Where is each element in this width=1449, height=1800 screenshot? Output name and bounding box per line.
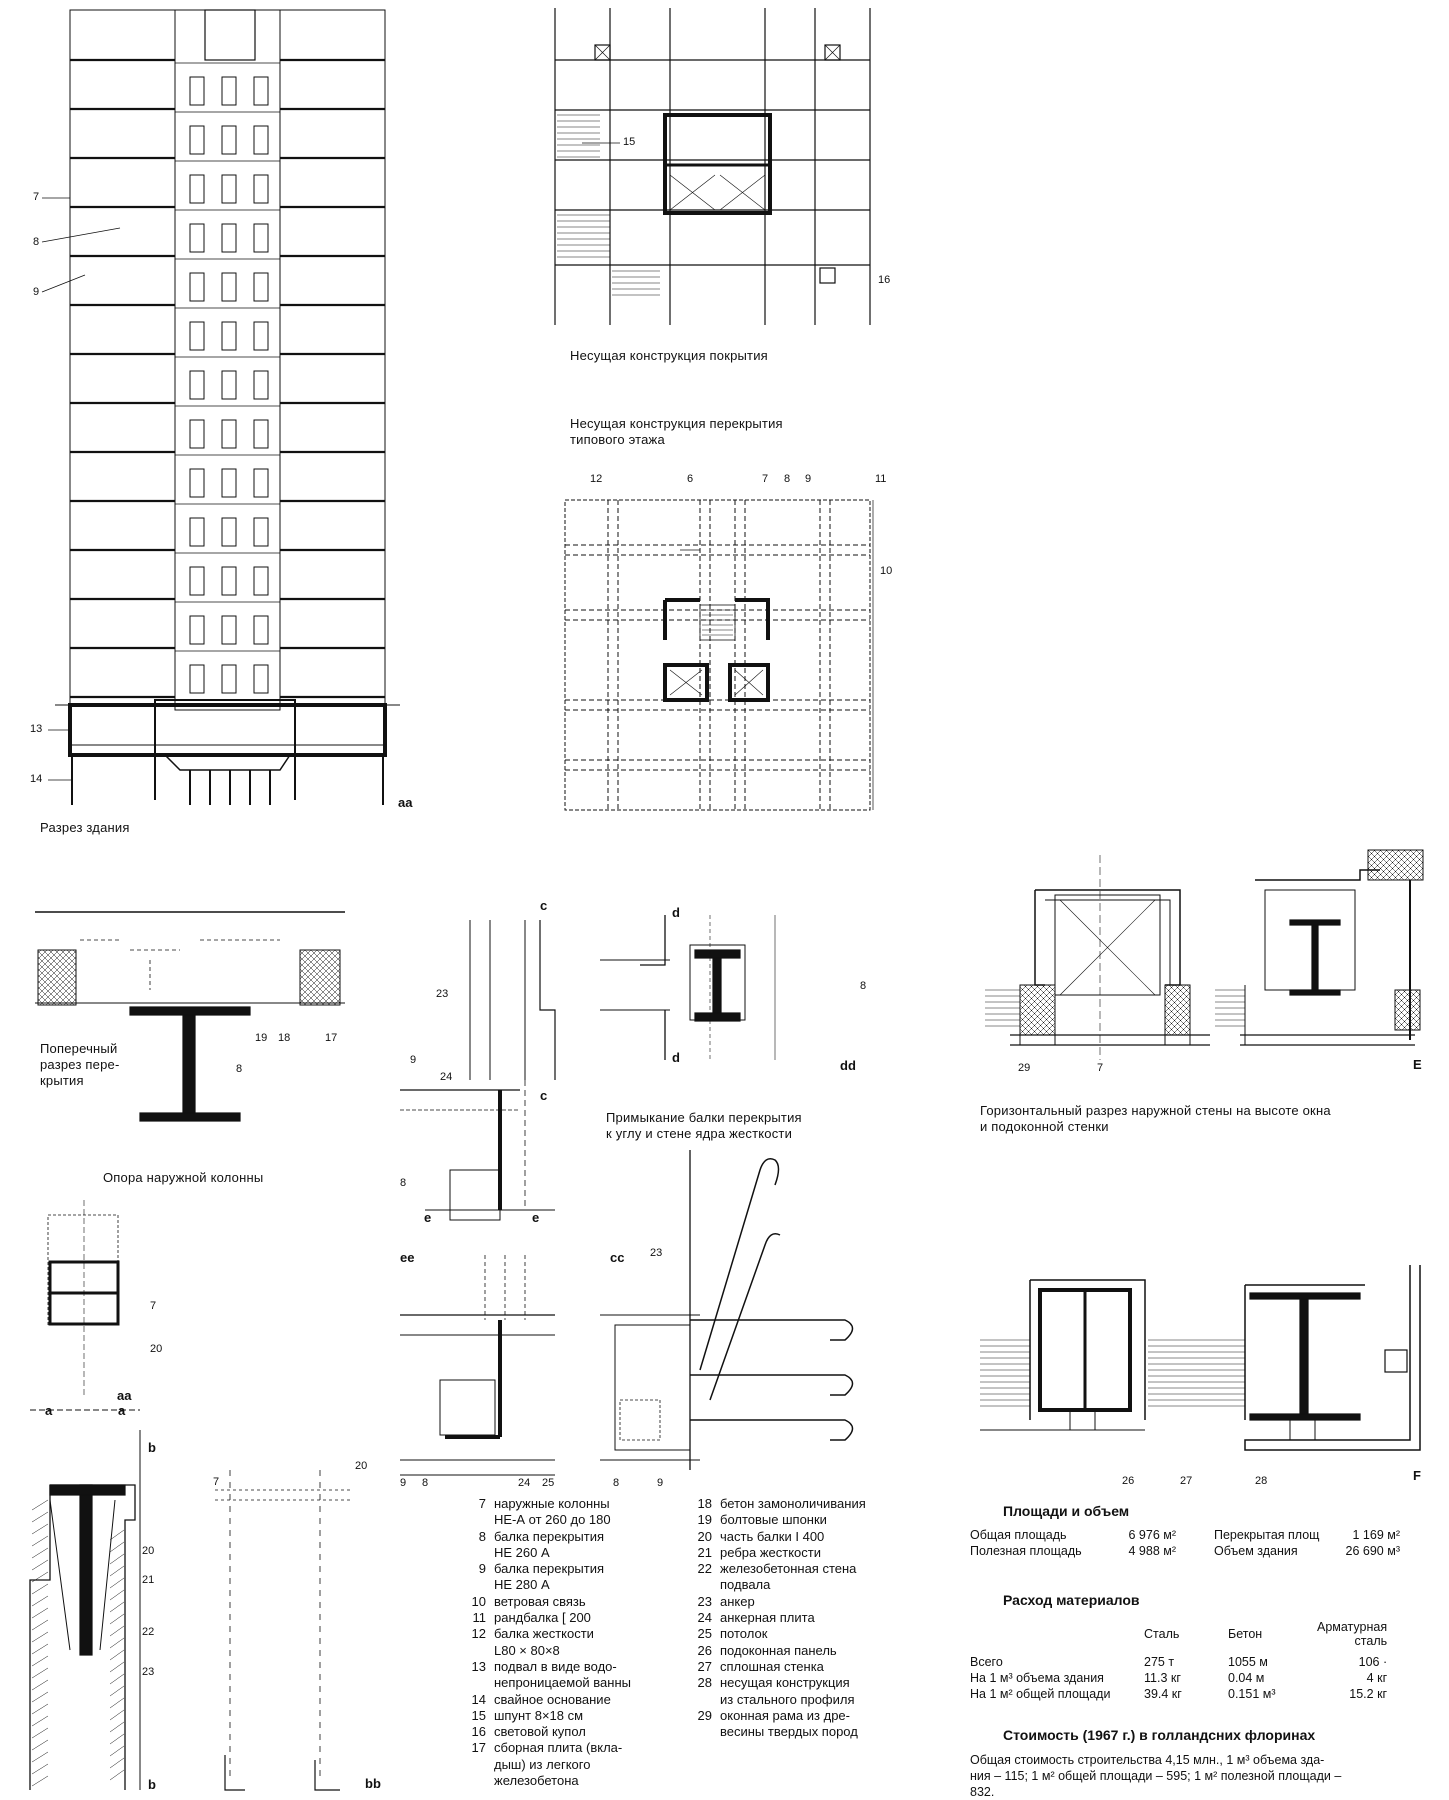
areas-table xyxy=(970,1527,1404,1559)
legend-item xyxy=(460,1594,690,1610)
legend-text: оконная рама из дре- xyxy=(720,1707,850,1723)
caption-line: разрез пере- xyxy=(40,1057,120,1072)
legend-number: 14 xyxy=(471,1691,486,1707)
legend-item xyxy=(460,1773,690,1789)
callout: 23 xyxy=(650,1247,663,1259)
typical-floor-plan-drawing xyxy=(565,500,873,810)
legend-text: часть балки I 400 xyxy=(720,1528,825,1544)
legend-number: 28 xyxy=(697,1675,712,1691)
legend-text: шпунт 8×18 см xyxy=(494,1707,584,1723)
legend-item xyxy=(460,1757,690,1773)
materials-title: Расход материалов xyxy=(1003,1592,1140,1608)
legend-number: 7 xyxy=(478,1496,486,1511)
legend-text: наружные колонны xyxy=(494,1496,610,1511)
legend-text: железобетона xyxy=(494,1773,579,1789)
callout: 9 xyxy=(410,1054,417,1066)
legend-text: НЕ-А от 260 до 180 xyxy=(494,1512,611,1528)
callout: 18 xyxy=(278,1032,291,1044)
cell: 1 169 м² xyxy=(1352,1528,1400,1542)
wall-section-f-drawing xyxy=(980,1265,1420,1450)
table-header-row xyxy=(970,1620,1391,1648)
tag-ee: ее xyxy=(400,1250,415,1265)
legend-item xyxy=(686,1610,916,1626)
callout: 24 xyxy=(440,1071,453,1083)
tag-a-left: a xyxy=(45,1403,53,1418)
legend-item xyxy=(460,1724,690,1740)
legend-number: 9 xyxy=(478,1561,486,1577)
caption-line: Поперечный xyxy=(40,1041,118,1056)
legend-number xyxy=(686,1577,720,1593)
callout: 7 xyxy=(1097,1062,1104,1074)
legend-text: весины твердых пород xyxy=(720,1724,858,1740)
callout: 9 xyxy=(805,473,812,485)
cell: На 1 м² общей площади xyxy=(970,1687,1111,1701)
roof-plan-drawing xyxy=(555,8,870,325)
legend-text: анкер xyxy=(720,1593,755,1609)
legend-number: 15 xyxy=(471,1707,486,1723)
legend-text: подвала xyxy=(720,1577,771,1593)
callout: 8 xyxy=(784,473,791,485)
callout: 22 xyxy=(142,1626,155,1638)
callout: 28 xyxy=(1255,1475,1268,1487)
cell xyxy=(1180,1543,1214,1559)
table-row xyxy=(970,1686,1391,1702)
tag-aa-small: аа xyxy=(117,1388,132,1403)
legend-text: болтовые шпонки xyxy=(720,1512,827,1528)
cell: 106 · xyxy=(1358,1655,1388,1669)
tag-b-top: b xyxy=(148,1440,156,1455)
legend-text: НЕ 260 А xyxy=(494,1544,550,1560)
legend-number xyxy=(686,1692,720,1708)
legend-text: непроницаемой ванны xyxy=(494,1675,631,1691)
caption-floor-cross-section xyxy=(40,1041,119,1089)
legend-number: 26 xyxy=(697,1642,712,1658)
caption-line: Примыкание балки перекрытия xyxy=(606,1110,802,1125)
callout: 8 xyxy=(613,1477,620,1489)
callout: 21 xyxy=(142,1574,155,1586)
tag-a-right: a xyxy=(118,1403,126,1418)
table-row xyxy=(970,1527,1404,1543)
callout: 23 xyxy=(436,988,449,1000)
caption-roof-structure: Несущая конструкция покрытия xyxy=(570,348,768,363)
callout: 6 xyxy=(687,473,694,485)
callout: 8 xyxy=(860,980,867,992)
tag-d-bottom: d xyxy=(672,1050,680,1065)
legend-item xyxy=(460,1643,690,1659)
legend-text: сплошная стенка xyxy=(720,1658,824,1674)
cell: 26 690 м³ xyxy=(1345,1544,1400,1558)
callout: 14 xyxy=(30,773,43,785)
callout: 29 xyxy=(1018,1062,1031,1074)
cost-title: Стоимость (1967 г.) в голландсних флоринах xyxy=(1003,1727,1316,1743)
cell: 0.151 м³ xyxy=(1228,1687,1276,1701)
legend-item xyxy=(686,1724,916,1740)
legend-item xyxy=(460,1512,690,1528)
legend-text: подоконная панель xyxy=(720,1642,837,1658)
tag-F: F xyxy=(1413,1468,1421,1483)
wall-section-e-drawing xyxy=(985,850,1423,1060)
legend-number: 13 xyxy=(471,1658,486,1674)
legend-number xyxy=(460,1773,494,1789)
cell: 4 кг xyxy=(1366,1671,1388,1685)
legend-text: из стального профиля xyxy=(720,1691,855,1707)
caption-typical-floor xyxy=(570,416,783,448)
tag-bb: bb xyxy=(365,1776,381,1791)
header-cell xyxy=(970,1620,1144,1648)
legend-number: 21 xyxy=(697,1544,712,1560)
legend-text: анкерная плита xyxy=(720,1610,815,1626)
tag-cc: сс xyxy=(610,1250,625,1265)
cell: На 1 м³ объема здания xyxy=(970,1671,1104,1685)
caption-line: и подоконной стенки xyxy=(980,1119,1109,1134)
caption-wall-section xyxy=(980,1103,1331,1135)
legend-left xyxy=(460,1496,690,1789)
callout: 8 xyxy=(400,1177,407,1189)
cell: Полезная площадь xyxy=(970,1544,1082,1558)
caption-line: крытия xyxy=(40,1073,84,1088)
caption-line: типового этажа xyxy=(570,432,665,447)
caption-line: Горизонтальный разрез наружной стены на высоте окна xyxy=(980,1103,1331,1118)
legend-text: световой купол xyxy=(494,1724,586,1740)
column-detail-aa-drawing xyxy=(48,1200,118,1395)
header-cell: Бетон xyxy=(1228,1627,1263,1641)
callout: 20 xyxy=(142,1545,155,1557)
cell: 11.3 кг xyxy=(1144,1671,1181,1685)
floor-cross-section-drawing xyxy=(35,912,345,1121)
detail-cc-ee-drawing xyxy=(400,920,555,1220)
tag-c-top: c xyxy=(540,898,548,913)
cell: Объем здания xyxy=(1214,1544,1298,1558)
caption-line: Несущая конструкция перекрытия xyxy=(570,416,783,431)
legend-number: 22 xyxy=(697,1561,712,1577)
legend-item xyxy=(686,1708,916,1724)
legend-number: 29 xyxy=(697,1707,712,1723)
cost-line: ния – 115; 1 м² общей площади – 595; 1 м² полезной площади – xyxy=(970,1769,1342,1783)
legend-number: 17 xyxy=(471,1740,486,1756)
legend-item xyxy=(686,1675,916,1691)
building-section-drawing xyxy=(42,10,400,805)
legend-number: 25 xyxy=(697,1626,712,1642)
legend-item xyxy=(686,1496,916,1512)
legend-text: железобетонная стена xyxy=(720,1561,857,1577)
tag-e-left: e xyxy=(424,1210,432,1225)
legend-number xyxy=(686,1724,720,1740)
cell: Перекрытая площ xyxy=(1214,1528,1320,1542)
legend-text: подвал в виде водо- xyxy=(494,1658,617,1674)
legend-number: 8 xyxy=(478,1528,486,1544)
legend-item xyxy=(686,1577,916,1593)
cell: 39.4 кг xyxy=(1144,1687,1182,1701)
cell xyxy=(1180,1527,1214,1543)
callout: 7 xyxy=(213,1476,220,1488)
legend-item xyxy=(460,1577,690,1593)
cell: 15.2 кг xyxy=(1349,1687,1388,1701)
callout: 25 xyxy=(542,1477,555,1489)
caption-beam-junction xyxy=(606,1110,802,1142)
tag-e-right: e xyxy=(532,1210,540,1225)
cost-text xyxy=(970,1752,1420,1800)
callout: 8 xyxy=(422,1477,429,1489)
detail-dd-drawing xyxy=(600,915,775,1060)
callout: 16 xyxy=(878,274,891,286)
legend-item xyxy=(460,1610,690,1626)
materials-table xyxy=(970,1620,1391,1702)
caption-line: к углу и стене ядра жесткости xyxy=(606,1126,793,1141)
legend-text: бетон замоноличивания xyxy=(720,1496,866,1511)
tag-E: E xyxy=(1413,1057,1422,1072)
tag-d-top: d xyxy=(672,905,680,920)
callout: 10 xyxy=(880,565,893,577)
legend-number xyxy=(460,1757,494,1773)
legend-number: 27 xyxy=(697,1658,712,1674)
areas-title: Площади и объем xyxy=(1003,1503,1130,1519)
legend-item xyxy=(460,1692,690,1708)
legend-item xyxy=(686,1594,916,1610)
tag-b-bottom: b xyxy=(148,1777,156,1792)
callout: 15 xyxy=(623,136,636,148)
table-row xyxy=(970,1670,1391,1686)
callout: 7 xyxy=(33,191,40,203)
legend-text: свайное основание xyxy=(494,1691,611,1707)
cost-line: Общая стоимость строительства 4,15 млн., 1 м³ объема зда- xyxy=(970,1753,1325,1767)
caption-building-section: Разрез здания xyxy=(40,820,130,835)
cell: 1055 м xyxy=(1228,1655,1268,1669)
legend-text: балка перекрытия xyxy=(494,1561,605,1577)
legend-item xyxy=(686,1561,916,1577)
legend-item xyxy=(460,1708,690,1724)
tag-aa: аа xyxy=(398,795,413,810)
table-row xyxy=(970,1543,1404,1559)
cell: 0.04 м xyxy=(1228,1671,1265,1685)
cell: 6 976 м² xyxy=(1128,1528,1176,1542)
legend-number xyxy=(460,1545,494,1561)
cost-line: 832. xyxy=(970,1785,995,1799)
legend-item xyxy=(460,1626,690,1642)
legend-right xyxy=(686,1496,916,1740)
callout: 11 xyxy=(875,473,887,485)
detail-lower-drawing xyxy=(400,1150,853,1475)
legend-text: L80 × 80×8 xyxy=(494,1642,560,1658)
cell: Всего xyxy=(970,1655,1003,1669)
legend-item xyxy=(460,1740,690,1756)
callout: 23 xyxy=(142,1666,155,1678)
tag-dd: dd xyxy=(840,1058,856,1073)
legend-number xyxy=(460,1675,494,1691)
legend-number: 10 xyxy=(471,1593,486,1609)
legend-text: балка жесткости xyxy=(494,1626,594,1642)
callout: 24 xyxy=(518,1477,531,1489)
legend-number: 11 xyxy=(472,1610,486,1626)
legend-number: 20 xyxy=(697,1528,712,1544)
callout: 9 xyxy=(400,1477,407,1489)
legend-number: 24 xyxy=(697,1610,712,1626)
legend-item xyxy=(460,1496,690,1512)
legend-number xyxy=(460,1512,494,1528)
legend-text: рандбалка [ 200 xyxy=(494,1610,591,1626)
callout: 27 xyxy=(1180,1475,1193,1487)
callout: 8 xyxy=(33,236,40,248)
header-cell: Арматурная сталь xyxy=(1317,1620,1388,1648)
cell: 275 т xyxy=(1144,1655,1175,1669)
table-row xyxy=(970,1654,1391,1670)
legend-number: 18 xyxy=(697,1496,712,1511)
cell: 4 988 м² xyxy=(1128,1544,1176,1558)
callout: 7 xyxy=(762,473,769,485)
legend-item xyxy=(460,1561,690,1577)
legend-text: сборная плита (вкла- xyxy=(494,1740,623,1756)
callout: 8 xyxy=(236,1063,243,1075)
legend-text: ребра жесткости xyxy=(720,1544,821,1560)
legend-item xyxy=(686,1545,916,1561)
callout: 17 xyxy=(325,1032,338,1044)
legend-number: 19 xyxy=(697,1512,712,1528)
header-cell: Сталь xyxy=(1144,1627,1180,1641)
legend-text: несущая конструкция xyxy=(720,1675,850,1691)
callout: 19 xyxy=(255,1032,268,1044)
legend-number: 12 xyxy=(471,1626,486,1642)
legend-item xyxy=(460,1675,690,1691)
legend-text: балка перекрытия xyxy=(494,1528,605,1544)
legend-text: ветровая связь xyxy=(494,1593,586,1609)
cell: Общая площадь xyxy=(970,1528,1067,1542)
callout: 20 xyxy=(355,1460,368,1472)
legend-item xyxy=(686,1529,916,1545)
legend-number: 23 xyxy=(697,1593,712,1609)
legend-item xyxy=(686,1512,916,1528)
callout: 26 xyxy=(1122,1475,1135,1487)
callout: 13 xyxy=(30,723,43,735)
legend-text: НЕ 280 А xyxy=(494,1577,550,1593)
legend-item xyxy=(686,1659,916,1675)
legend-number xyxy=(460,1643,494,1659)
legend-item xyxy=(686,1626,916,1642)
callout: 7 xyxy=(150,1300,157,1312)
callout: 20 xyxy=(150,1343,163,1355)
column-detail-bb-drawing xyxy=(30,1410,350,1790)
caption-column-support: Опора наружной колонны xyxy=(103,1170,264,1185)
legend-number xyxy=(460,1577,494,1593)
legend-item xyxy=(686,1692,916,1708)
legend-item xyxy=(460,1529,690,1545)
callout: 9 xyxy=(657,1477,664,1489)
legend-item xyxy=(686,1643,916,1659)
callout: 9 xyxy=(33,286,40,298)
legend-number: 16 xyxy=(471,1724,486,1740)
callout: 12 xyxy=(590,473,603,485)
legend-item xyxy=(460,1659,690,1675)
legend-text: дыш) из легкого xyxy=(494,1756,591,1772)
legend-text: потолок xyxy=(720,1626,768,1642)
legend-item xyxy=(460,1545,690,1561)
tag-c-bottom: c xyxy=(540,1088,548,1103)
